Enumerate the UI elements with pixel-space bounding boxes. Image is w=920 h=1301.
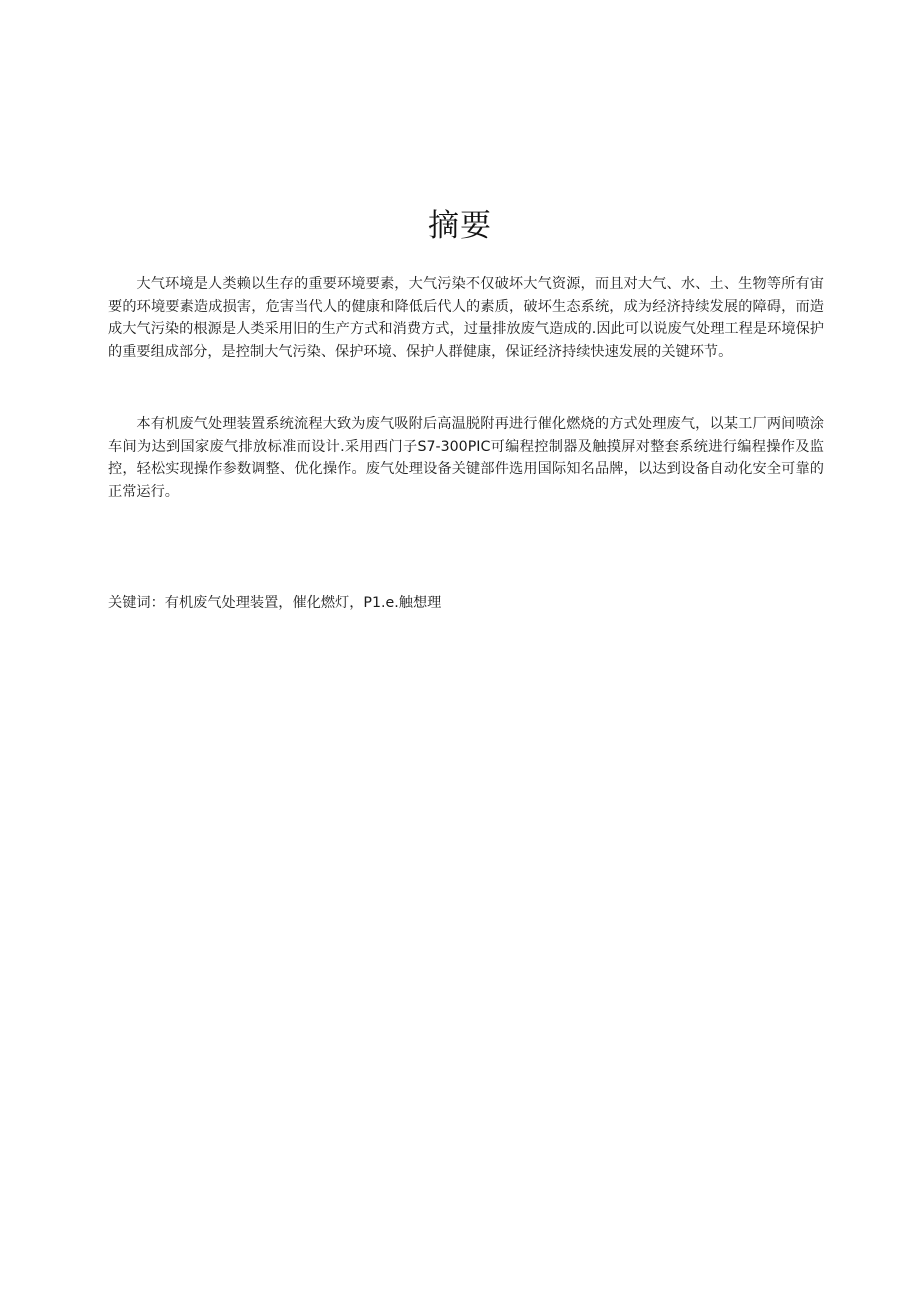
- paragraph-2-text-b: 可编程控制器及触摸屏对整套系统进行编程操作及监控，轻松实现操作参数调整、优化操作。废气处理设备关键部件选用国际知名品牌，以达到设备自动化安全可靠的正常运行。: [108, 438, 824, 500]
- plc-model-code: S7-300PIC: [417, 438, 491, 455]
- keywords-line: [108, 592, 824, 614]
- keywords-code: P1.e.: [363, 595, 399, 611]
- paragraph-1-text: 大气环境是人类赖以生存的重要环境要素，大气污染不仅破坏大气资源，而且对大气、水、土、生物等所有宙要的环境要素造成损害，危害当代人的健康和降低后代人的素质，破坏生态系统，成为经济持续发展的障碍，而造成大气污染的根源是人类采用旧的生产方式和消费方式，过量排放废气造成的.因此可以说废气处理工程是环境保护的重要组成部分，是控制大气污染、保护环境、保护人群健康，保证经济持续快速发展的关键环节。: [108, 276, 824, 360]
- keywords-tail: 触想理: [398, 595, 442, 611]
- abstract-paragraph-1: [108, 273, 824, 363]
- keywords-text: 有机废气处理装置，催化燃灯，: [164, 595, 364, 611]
- paragraph-2-text-a: 本有机废气处理装置系统流程大致为废气吸附后高温脱附再进行催化燃烧的方式处理废气，以某工厂两间喷涂车间为达到国家废气排放标准而设计.采用西门子: [108, 416, 824, 455]
- abstract-paragraph-2: [108, 413, 824, 503]
- page-title: 摘要: [428, 208, 492, 244]
- keywords-label: 关键词：: [108, 595, 165, 611]
